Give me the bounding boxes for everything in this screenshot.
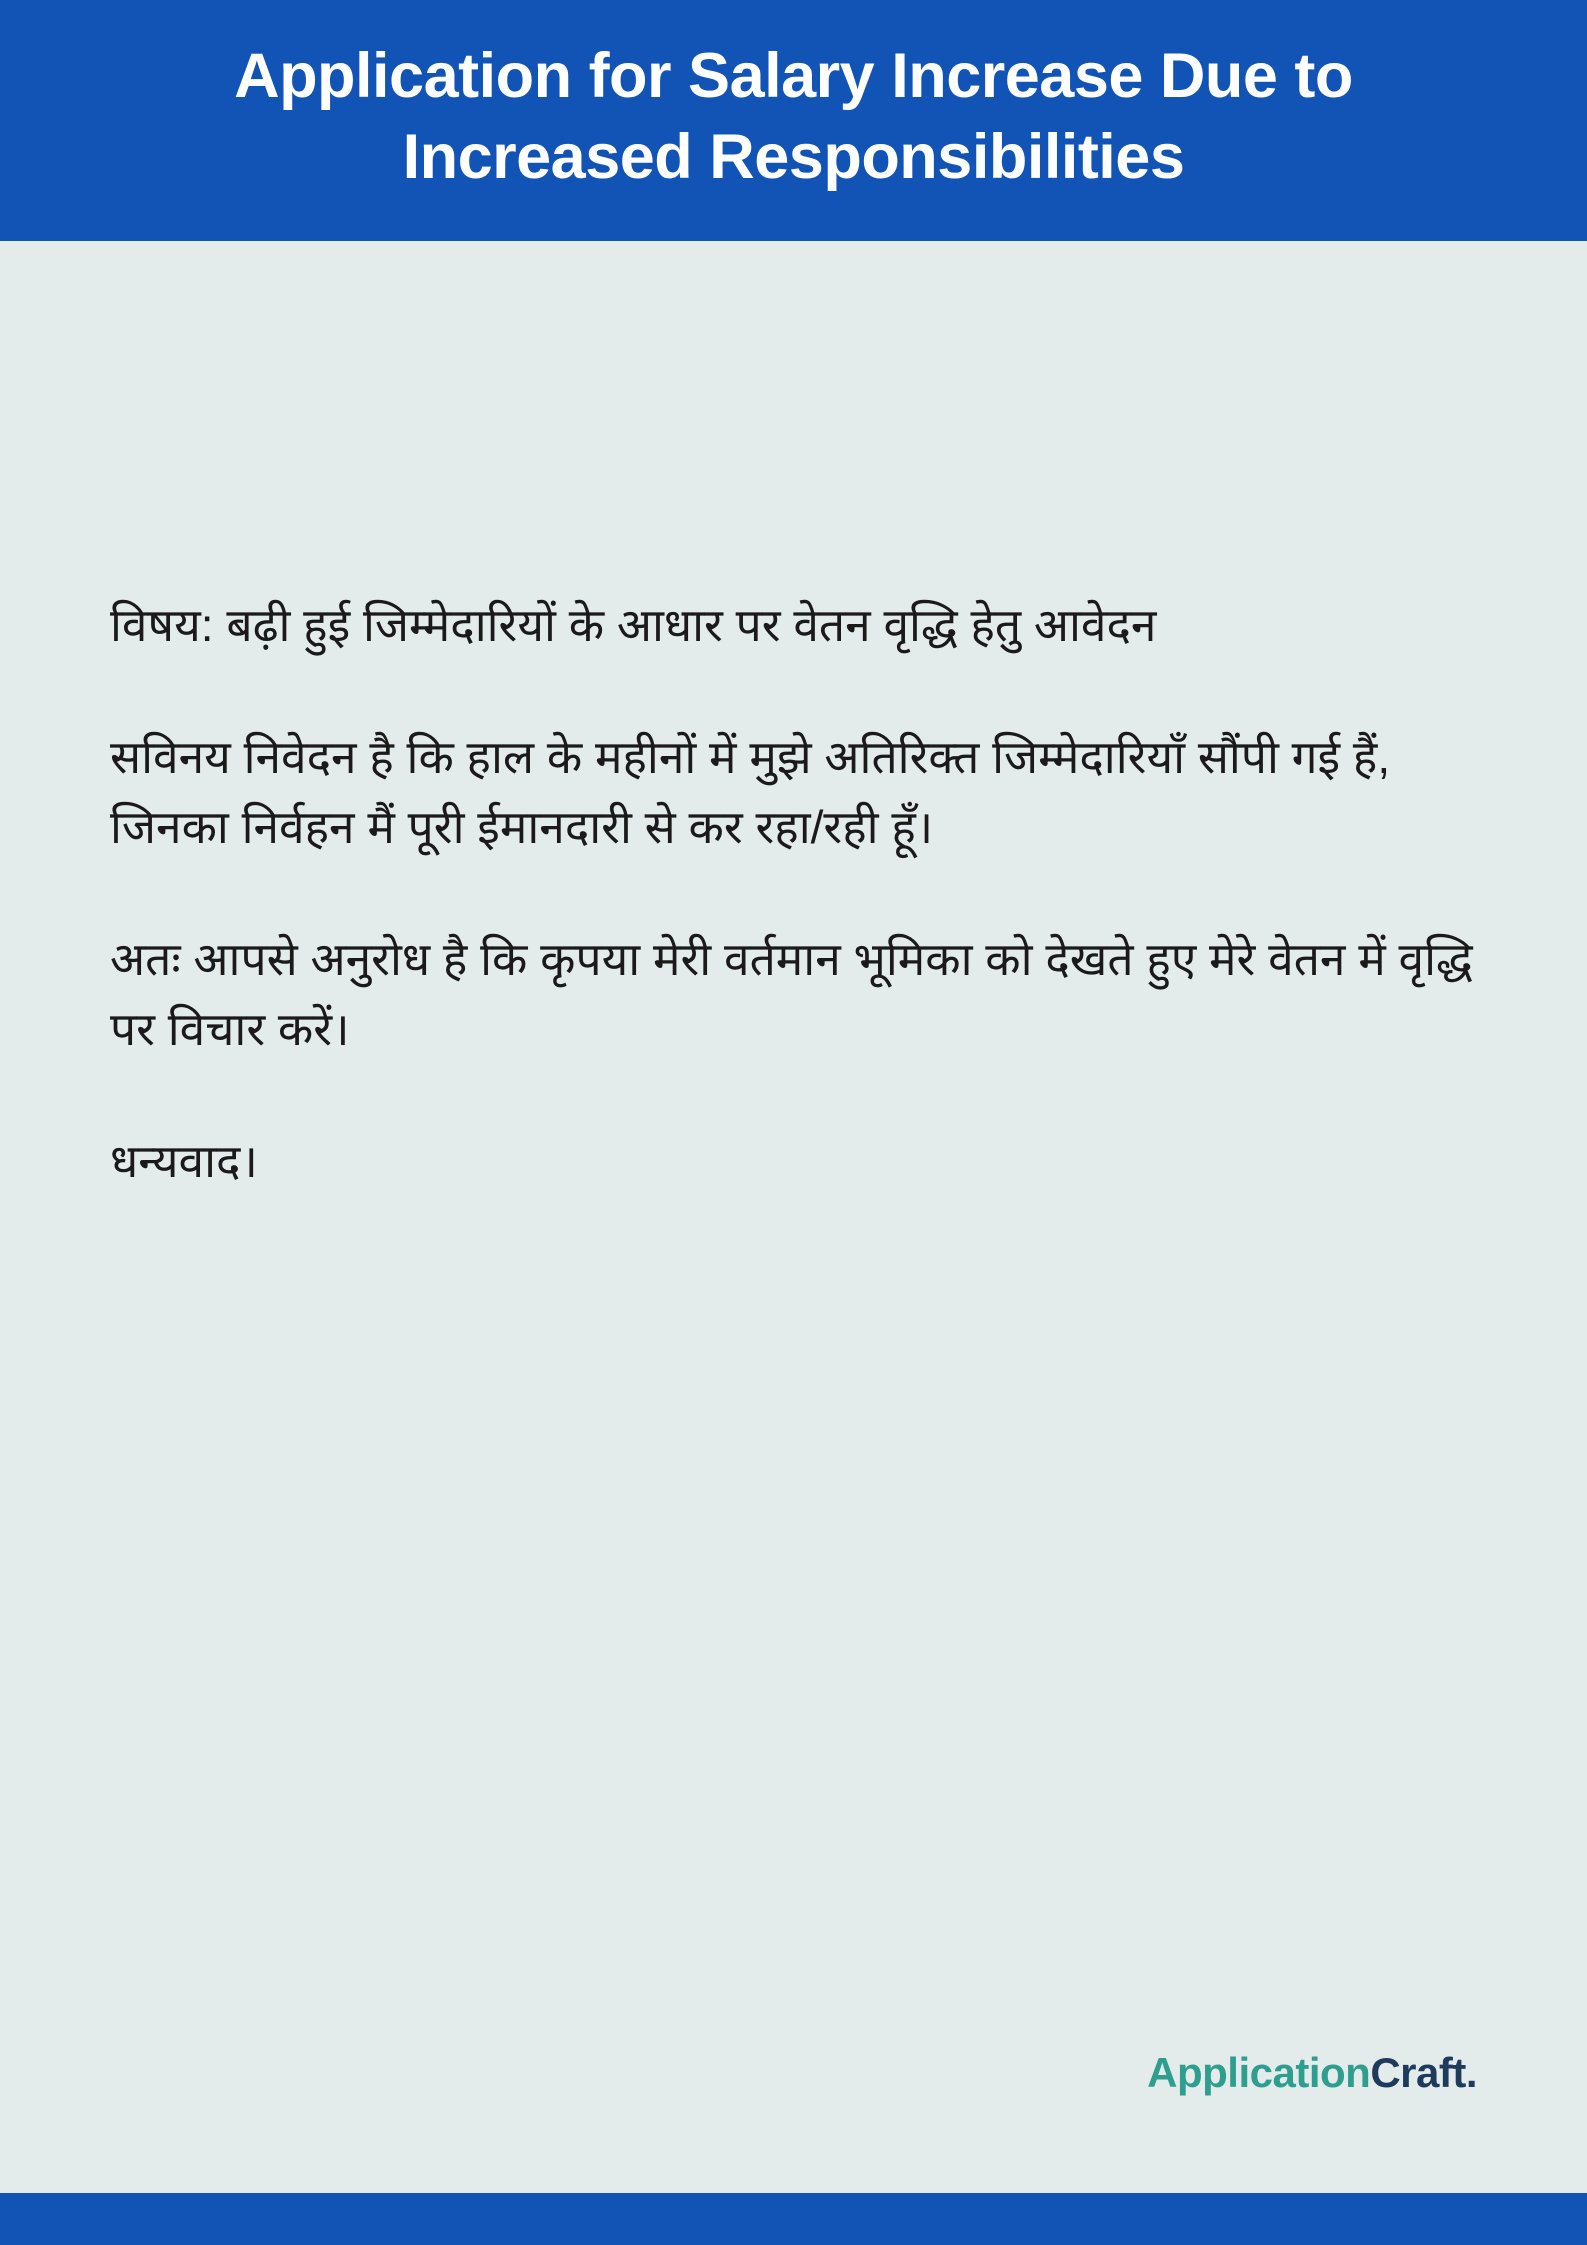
brand-logo-second: Craft. [1370, 2049, 1477, 2096]
document-footer-band [0, 2193, 1587, 2245]
page-title: Application for Salary Increase Due to Increased Responsibilities [234, 41, 1353, 192]
letter-paragraph-subject: विषय: बढ़ी हुई जिम्मेदारियों के आधार पर वेतन वृद्धि हेतु आवेदन [110, 599, 1157, 652]
document-header-band [0, 0, 1587, 241]
brand-logo-first: Application [1147, 2049, 1371, 2096]
brand-logo [1147, 2049, 1477, 2097]
letter-paragraph-request: अतः आपसे अनुरोध है कि कृपया मेरी वर्तमान भूमिका को देखते हुए मेरे वेतन में वृद्धि पर विचार करें। [110, 932, 1486, 1055]
letter-content [110, 591, 1486, 1196]
letter-paragraph-closing: धन्यवाद। [110, 1134, 258, 1187]
letter-paragraph-intro: सविनय निवेदन है कि हाल के महीनों में मुझे अतिरिक्त जिम्मेदारियाँ सौंपी गई हैं, जिनका निर्वहन मैं पूरी ईमानदारी से कर रहा/रही हूँ। [110, 731, 1403, 854]
document-body [0, 241, 1587, 2193]
